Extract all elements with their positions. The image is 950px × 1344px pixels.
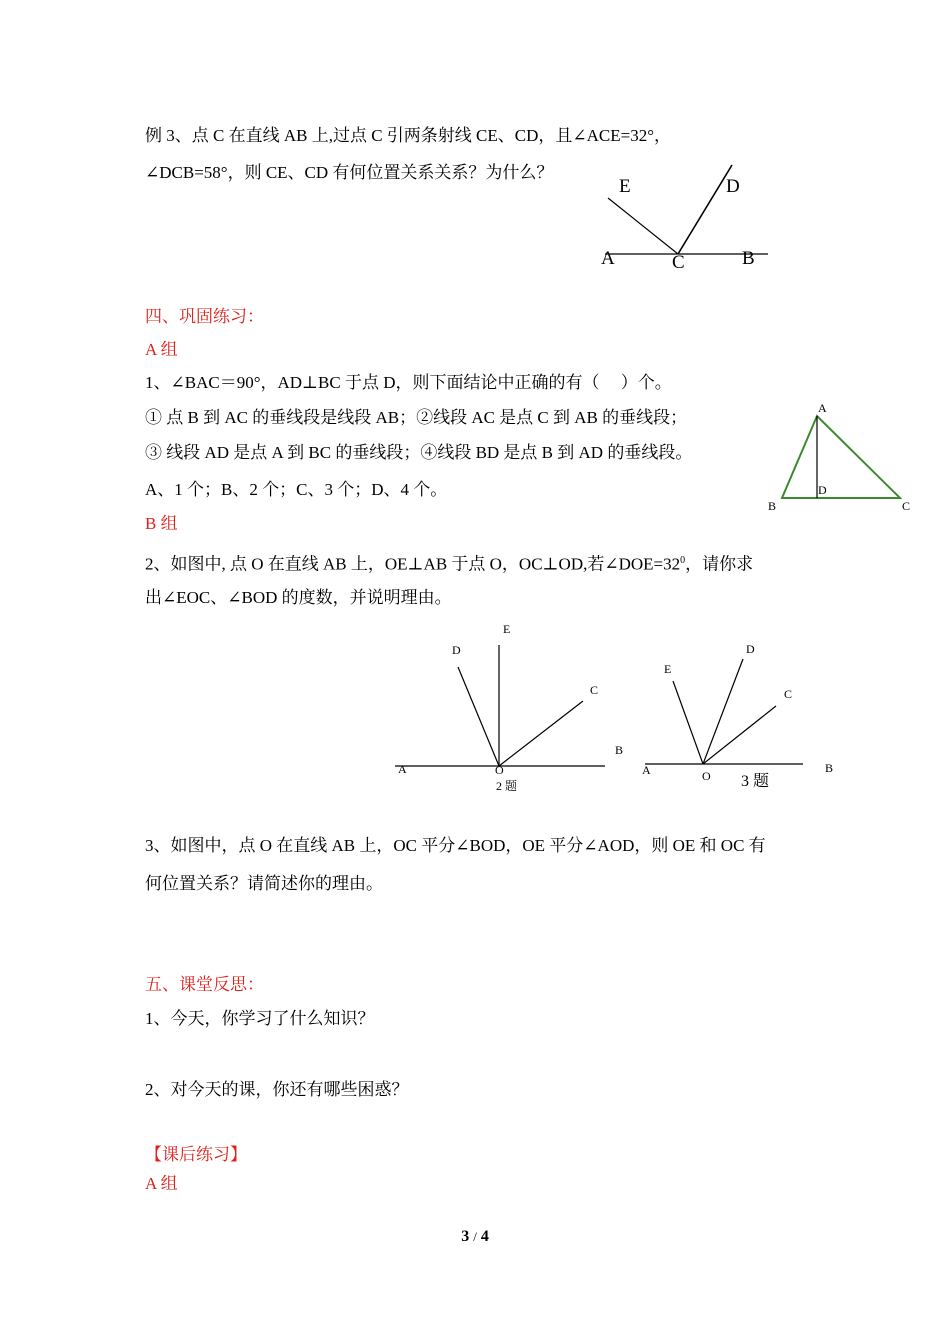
- q2-line1-text: 2、如图中, 点 O 在直线 AB 上，OE⊥AB 于点 O，OC⊥OD,若∠DOE=32: [145, 554, 681, 574]
- label-o: O: [702, 769, 711, 783]
- homework-group-a: A 组: [145, 1174, 178, 1193]
- label-e: E: [619, 176, 631, 197]
- label-e: E: [664, 662, 672, 676]
- example3-figure: [590, 160, 780, 275]
- label-d: D: [452, 643, 461, 657]
- ray-od: [458, 667, 499, 766]
- label-a: A: [642, 763, 651, 777]
- label-c: C: [672, 252, 685, 273]
- label-b: B: [768, 499, 777, 513]
- label-b: B: [615, 743, 624, 757]
- example3-line1: 例 3、点 C 在直线 AB 上,过点 C 引两条射线 CE、CD，且∠ACE=32°，: [145, 126, 672, 145]
- q3-figure: [635, 630, 845, 795]
- page-total: 4: [480, 1228, 489, 1245]
- section4-group-a: A 组: [145, 340, 178, 359]
- q2-degree-sup: 0: [680, 555, 686, 566]
- label-e: E: [503, 622, 511, 636]
- label-b: B: [825, 761, 834, 775]
- page-separator: /: [473, 1229, 477, 1244]
- label-c: C: [902, 499, 911, 513]
- example3-line2: ∠DCB=58°，则 CE、CD 有何位置关系关系？为什么？: [145, 163, 554, 182]
- page-current: 3: [461, 1228, 470, 1245]
- section5-q2: 2、对今天的课，你还有哪些困惑？: [145, 1080, 409, 1099]
- label-c: C: [784, 687, 793, 701]
- ray-ce: [608, 198, 678, 254]
- label-d: D: [746, 642, 755, 656]
- section4-heading: 四、巩固练习：: [145, 307, 264, 326]
- ray-oe: [673, 681, 703, 764]
- q2-figure: [390, 615, 635, 800]
- homework-heading: 【课后练习】: [145, 1145, 247, 1164]
- q1-options: A、1 个；B、2 个；C、3 个；D、4 个。: [145, 480, 448, 499]
- ray-oc: [499, 701, 583, 766]
- label-o: O: [495, 763, 504, 777]
- ray-cd: [678, 165, 732, 254]
- label-d: D: [818, 483, 827, 497]
- q2-line1: [145, 550, 753, 576]
- q1-stem: 1、∠BAC＝90°，AD⊥BC 于点 D，则下面结论中正确的有（ ）个。: [145, 373, 672, 392]
- figure-caption: 2 题: [496, 779, 518, 793]
- label-c: C: [590, 683, 599, 697]
- q3-line2: 何位置关系？请简述你的理由。: [145, 874, 383, 893]
- q2-line2: 出∠EOC、∠BOD 的度数，并说明理由。: [145, 588, 452, 607]
- figure-caption: 3 题: [741, 773, 770, 790]
- page-number: [0, 1228, 950, 1246]
- q1-line3: ③ 线段 AD 是点 A 到 BC 的垂线段；④线段 BD 是点 B 到 AD 的垂线段。: [145, 443, 693, 462]
- triangle-abc: [782, 416, 900, 498]
- section5-heading: 五、课堂反思：: [145, 975, 264, 994]
- label-a: A: [398, 762, 407, 776]
- section5-q1: 1、今天，你学习了什么知识？: [145, 1009, 375, 1028]
- q2-line1-tail: ，请你求: [685, 554, 754, 574]
- q3-line1: 3、如图中，点 O 在直线 AB 上，OC 平分∠BOD，OE 平分∠AOD，则 OE 和 OC 有: [145, 836, 766, 855]
- label-b: B: [742, 248, 755, 269]
- label-a: A: [818, 401, 827, 415]
- q1-triangle-figure: [762, 398, 932, 520]
- section4-group-b: B 组: [145, 514, 178, 533]
- label-a: A: [601, 248, 615, 269]
- label-d: D: [726, 176, 740, 197]
- q1-line2: ① 点 B 到 AC 的垂线段是线段 AB；②线段 AC 是点 C 到 AB 的垂线段；: [145, 408, 688, 427]
